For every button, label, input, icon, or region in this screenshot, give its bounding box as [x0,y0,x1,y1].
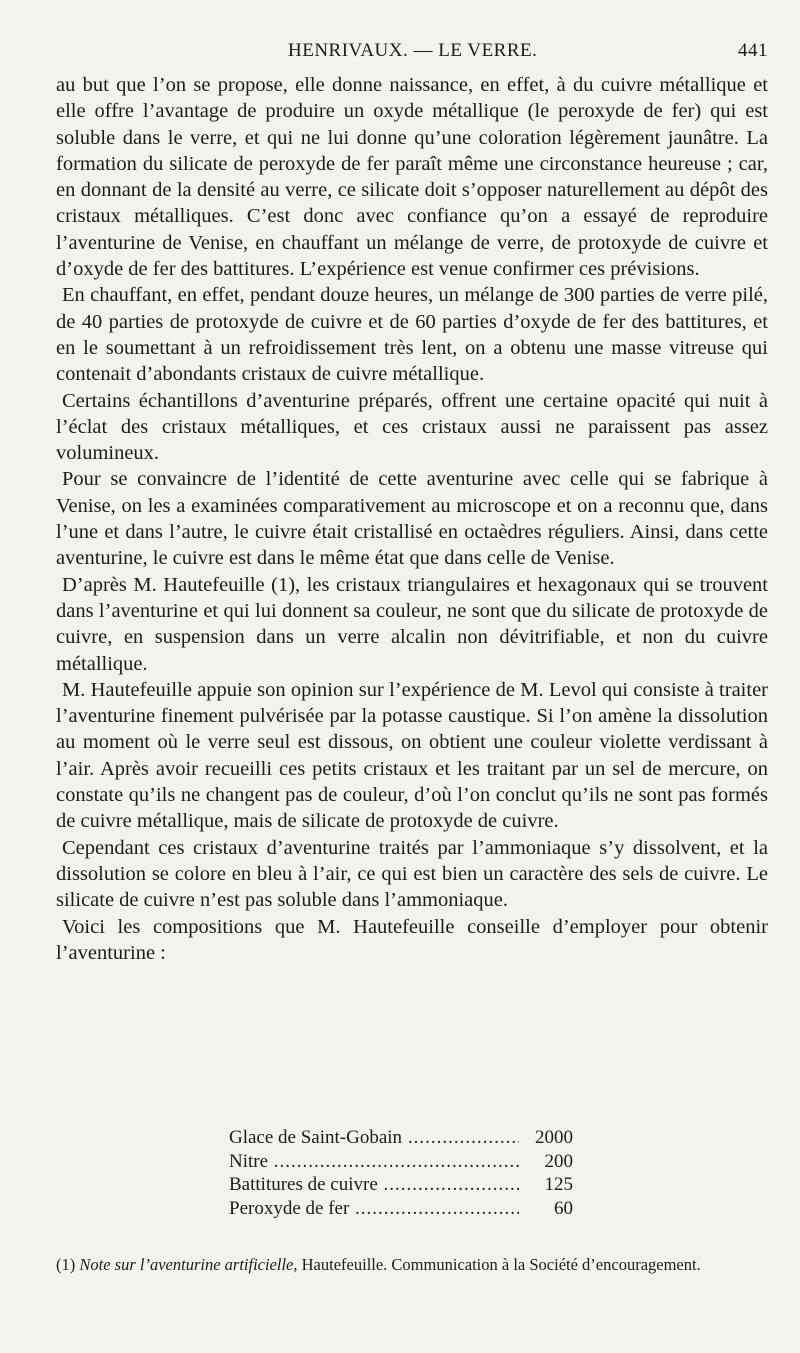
paragraph-2: En chauffant, en effet, pendant douze heures, un mélange de 300 parties de verre pilé, de 40 parties de protoxyde de cuivre et de 60 parties d’oxyde de fer des battitures, et en le soumettant à un refroidissement très lent, on a obtenu une masse vitreuse qui contenait d’abondants cristaux de cuivre métallique. [56,284,768,386]
paragraph-8: Voici les compositions que M. Hautefeuille conseille d’employer pour obtenir l’aventurine : [56,915,768,964]
running-header [56,40,768,66]
ingredient-amount: 2000 [535,1127,573,1148]
paragraph-3: Certains échantillons d’aventurine préparés, offrent une certaine opacité qui nuit à l’éclat des cristaux métalliques, et ces cristaux aussi ne paraissent pas assez volumineux. [56,389,768,465]
paragraph-7: Cependant ces cristaux d’aventurine traités par l’ammoniaque s’y dissolvent, et la dissolution se colore en bleu à l’air, ce qui est bien un caractère des sels de cuivre. Le silicate de cuivre n’est pas soluble dans l’ammoniaque. [56,836,768,912]
footnote-marker: (1) [56,1255,76,1274]
footnote [56,1255,768,1275]
body-text [56,72,768,966]
paragraph-4: Pour se convaincre de l’identité de cette aventurine avec celle qui se fabrique à Venise, on les a examinées comparativement au microscope et on a reconnu que, dans l’une et dans l’autre, le cuivre était cristallisé en octaèdres réguliers. Ainsi, dans cette aventurine, le cuivre est dans le même état que dans celle de Venise. [56,468,768,570]
footnote-text: Hautefeuille. Communication à la Société d’encouragement. [301,1255,701,1274]
composition-row [229,1126,573,1150]
footnote-title: Note sur l’aventurine artificielle, [79,1255,298,1274]
composition-row [229,1150,573,1174]
composition-row [229,1173,573,1197]
ingredient-amount: 200 [544,1150,573,1172]
running-title: HENRIVAUX. — LE VERRE. [288,40,538,61]
paragraph-5: D’après M. Hautefeuille (1), les cristaux triangulaires et hexagonaux qui se trouvent dans l’aventurine et qui lui donnent sa couleur, ne sont que du silicate de protoxyde de cuivre, en suspension dans un verre alcalin non dévitrifiable, et non du cuivre métallique. [56,573,768,675]
ingredient-amount: 125 [544,1174,573,1195]
paragraph-6: M. Hautefeuille appuie son opinion sur l’expérience de M. Levol qui consiste à traiter l’aventurine finement pulvérisée par la potasse caustique. Si l’on amène la dissolution au moment où le verre seul est dissous, on obtient une couleur violette verdissant à l’air. Après avoir recueilli ces petits cristaux et les traitant par un sel de mercure, on constate qu’ils ne changent pas de couleur, d’où l’on conclut qu’ils ne sont pas formés de cuivre métallique, mais de silicate de protoxyde de cuivre. [56,678,768,833]
paragraph-1: au but que l’on se propose, elle donne naissance, en effet, à du cuivre métallique et elle offre l’avantage de produire un oxyde métallique (le peroxyde de fer) qui est soluble dans le verre, et qui ne lui donne qu’une coloration légèrement jaunâtre. La formation du silicate de peroxyde de fer paraît même une circonstance heureuse ; car, en donnant de la densité au verre, ce silicate doit s’opposer naturellement au dépôt des cristaux métalliques. C’est donc avec confiance qu’on a essayé de reproduire l’aventurine de Venise, en chauffant un mélange de verre, de protoxyde de cuivre et d’oxyde de fer des battitures. L’expérience est venue confirmer ces prévisions. [56,74,768,281]
ingredient-name: Glace de Saint-Gobain ..... [229,1126,519,1150]
page-number: 441 [738,40,768,61]
composition-row [229,1197,573,1221]
ingredient-amount: 60 [554,1197,573,1219]
ingredient-name: Peroxyde de fer ..... [229,1197,519,1221]
composition-table [229,1126,573,1220]
ingredient-name: Nitre ..... [229,1150,519,1174]
ingredient-name: Battitures de cuivre ..... [229,1173,519,1197]
